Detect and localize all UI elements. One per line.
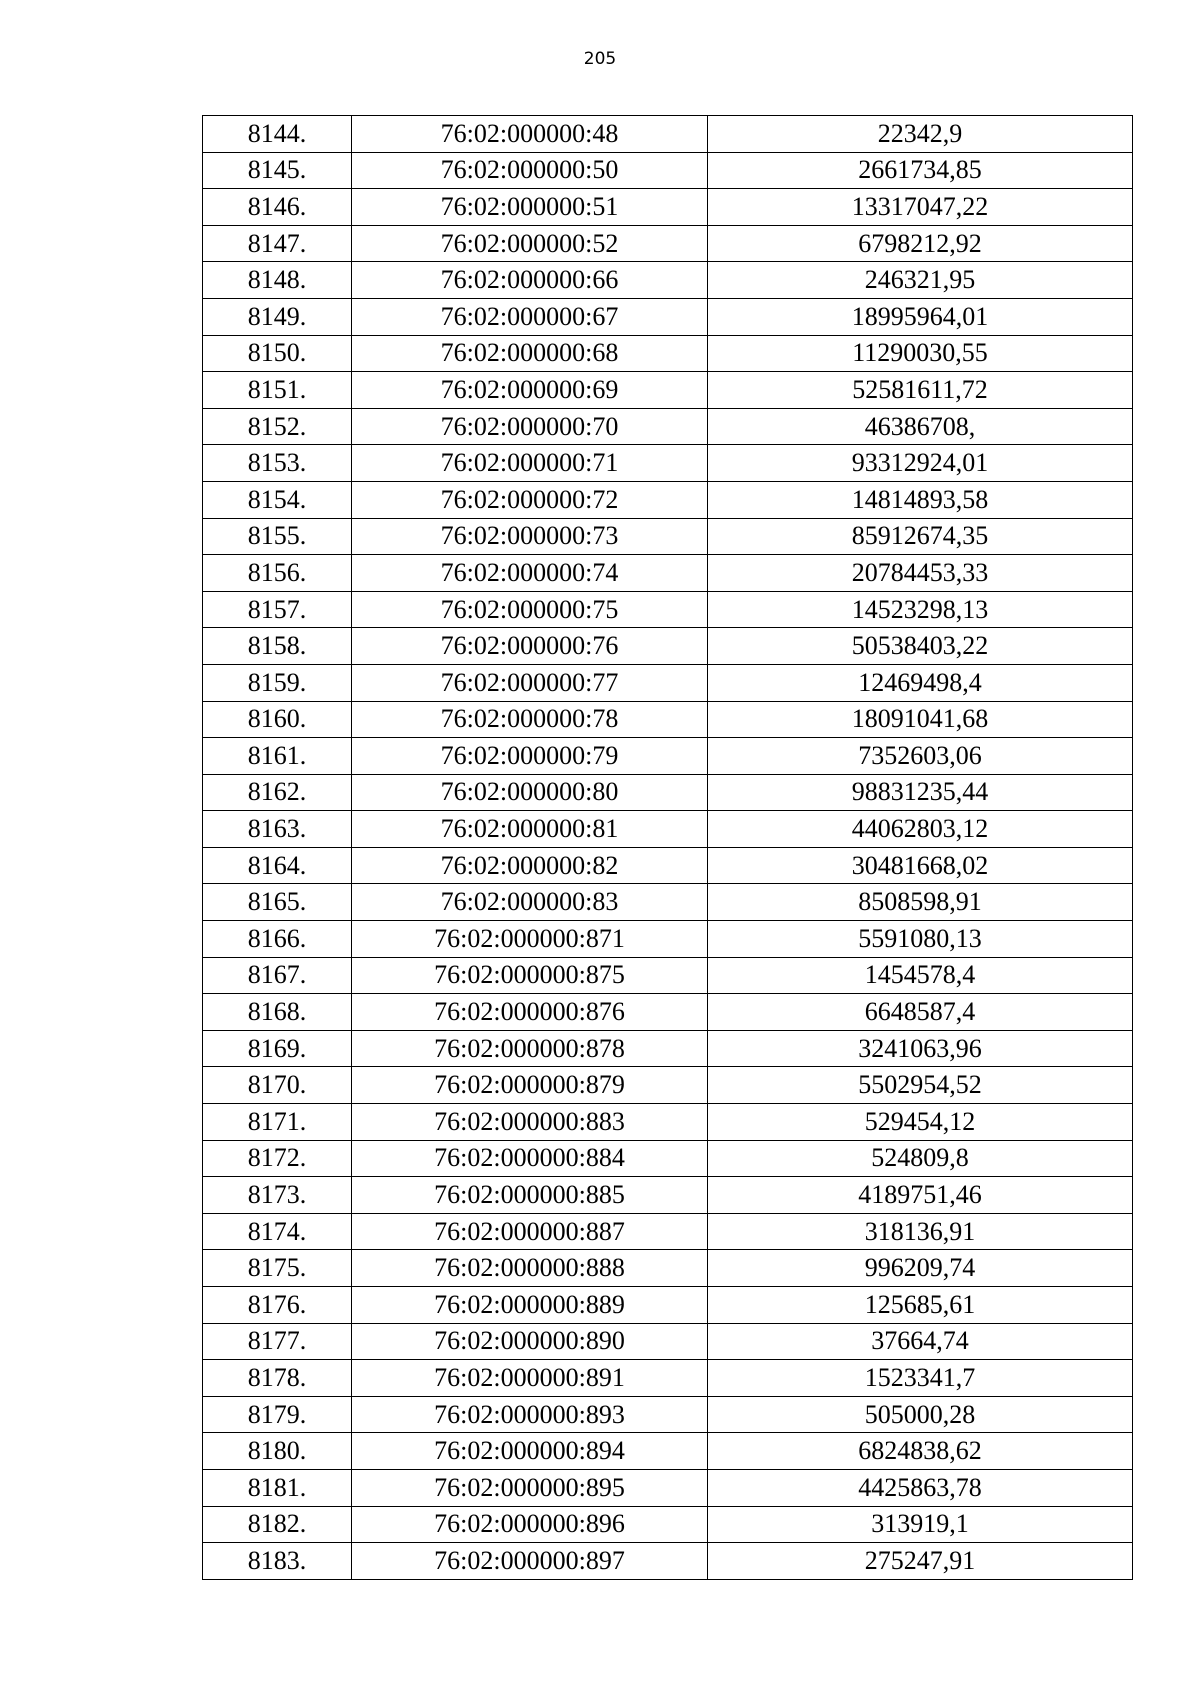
cadastral-value-cell: 18995964,01: [708, 298, 1133, 335]
cadastral-number-cell: 76:02:000000:70: [352, 408, 708, 445]
cadastral-number-cell: 76:02:000000:891: [352, 1360, 708, 1397]
table-row: [203, 1287, 1133, 1324]
cadastral-value-cell: 14523298,13: [708, 591, 1133, 628]
cadastral-value-cell: 313919,1: [708, 1506, 1133, 1543]
cadastral-number-cell: 76:02:000000:883: [352, 1104, 708, 1141]
table-row: [203, 1506, 1133, 1543]
row-number-cell: 8174.: [203, 1213, 352, 1250]
cadastral-number-cell: 76:02:000000:897: [352, 1543, 708, 1580]
cadastral-number-cell: 76:02:000000:878: [352, 1030, 708, 1067]
row-number-cell: 8168.: [203, 994, 352, 1031]
cadastral-number-cell: 76:02:000000:66: [352, 262, 708, 299]
cadastral-number-cell: 76:02:000000:73: [352, 518, 708, 555]
cadastral-value-cell: 1454578,4: [708, 957, 1133, 994]
cadastral-value-cell: 125685,61: [708, 1287, 1133, 1324]
table-row: [203, 738, 1133, 775]
cadastral-value-cell: 11290030,55: [708, 335, 1133, 372]
table-row: [203, 1250, 1133, 1287]
cadastral-number-cell: 76:02:000000:77: [352, 664, 708, 701]
row-number-cell: 8175.: [203, 1250, 352, 1287]
table-row: [203, 1140, 1133, 1177]
table-body: [203, 116, 1133, 1580]
table-row: [203, 225, 1133, 262]
cadastral-value-table: [202, 115, 1133, 1580]
row-number-cell: 8158.: [203, 628, 352, 665]
cadastral-number-cell: 76:02:000000:890: [352, 1323, 708, 1360]
table-row: [203, 298, 1133, 335]
table-row: [203, 1323, 1133, 1360]
cadastral-number-cell: 76:02:000000:76: [352, 628, 708, 665]
cadastral-number-cell: 76:02:000000:888: [352, 1250, 708, 1287]
cadastral-number-cell: 76:02:000000:50: [352, 152, 708, 189]
cadastral-value-cell: 93312924,01: [708, 445, 1133, 482]
table-row: [203, 957, 1133, 994]
table-row: [203, 774, 1133, 811]
cadastral-number-cell: 76:02:000000:74: [352, 555, 708, 592]
cadastral-number-cell: 76:02:000000:68: [352, 335, 708, 372]
table-row: [203, 1213, 1133, 1250]
cadastral-number-cell: 76:02:000000:48: [352, 116, 708, 153]
table-row: [203, 628, 1133, 665]
table-row: [203, 518, 1133, 555]
row-number-cell: 8151.: [203, 372, 352, 409]
cadastral-number-cell: 76:02:000000:884: [352, 1140, 708, 1177]
row-number-cell: 8150.: [203, 335, 352, 372]
row-number-cell: 8144.: [203, 116, 352, 153]
cadastral-value-cell: 529454,12: [708, 1104, 1133, 1141]
table-row: [203, 116, 1133, 153]
cadastral-value-cell: 22342,9: [708, 116, 1133, 153]
table-row: [203, 445, 1133, 482]
cadastral-number-cell: 76:02:000000:72: [352, 481, 708, 518]
cadastral-value-cell: 6824838,62: [708, 1433, 1133, 1470]
cadastral-number-cell: 76:02:000000:876: [352, 994, 708, 1031]
row-number-cell: 8156.: [203, 555, 352, 592]
cadastral-value-cell: 524809,8: [708, 1140, 1133, 1177]
table-row: [203, 994, 1133, 1031]
cadastral-number-cell: 76:02:000000:83: [352, 884, 708, 921]
row-number-cell: 8149.: [203, 298, 352, 335]
row-number-cell: 8182.: [203, 1506, 352, 1543]
row-number-cell: 8167.: [203, 957, 352, 994]
cadastral-value-cell: 44062803,12: [708, 811, 1133, 848]
row-number-cell: 8180.: [203, 1433, 352, 1470]
row-number-cell: 8145.: [203, 152, 352, 189]
page-number: 205: [583, 49, 617, 69]
table-row: [203, 884, 1133, 921]
row-number-cell: 8162.: [203, 774, 352, 811]
row-number-cell: 8178.: [203, 1360, 352, 1397]
table-row: [203, 152, 1133, 189]
cadastral-value-cell: 6798212,92: [708, 225, 1133, 262]
table-row: [203, 408, 1133, 445]
table-row: [203, 1469, 1133, 1506]
cadastral-number-cell: 76:02:000000:80: [352, 774, 708, 811]
table-row: [203, 847, 1133, 884]
cadastral-number-cell: 76:02:000000:896: [352, 1506, 708, 1543]
row-number-cell: 8170.: [203, 1067, 352, 1104]
row-number-cell: 8157.: [203, 591, 352, 628]
cadastral-value-cell: 5502954,52: [708, 1067, 1133, 1104]
table-row: [203, 1543, 1133, 1580]
row-number-cell: 8183.: [203, 1543, 352, 1580]
row-number-cell: 8176.: [203, 1287, 352, 1324]
cadastral-value-cell: 4189751,46: [708, 1177, 1133, 1214]
cadastral-number-cell: 76:02:000000:52: [352, 225, 708, 262]
cadastral-value-cell: 1523341,7: [708, 1360, 1133, 1397]
row-number-cell: 8165.: [203, 884, 352, 921]
row-number-cell: 8160.: [203, 701, 352, 738]
cadastral-value-cell: 13317047,22: [708, 189, 1133, 226]
cadastral-value-cell: 52581611,72: [708, 372, 1133, 409]
cadastral-value-cell: 7352603,06: [708, 738, 1133, 775]
cadastral-number-cell: 76:02:000000:75: [352, 591, 708, 628]
table-row: [203, 262, 1133, 299]
cadastral-number-cell: 76:02:000000:71: [352, 445, 708, 482]
cadastral-value-cell: 12469498,4: [708, 664, 1133, 701]
cadastral-value-cell: 318136,91: [708, 1213, 1133, 1250]
table-row: [203, 1030, 1133, 1067]
cadastral-number-cell: 76:02:000000:895: [352, 1469, 708, 1506]
table-row: [203, 811, 1133, 848]
cadastral-value-cell: 98831235,44: [708, 774, 1133, 811]
row-number-cell: 8148.: [203, 262, 352, 299]
row-number-cell: 8147.: [203, 225, 352, 262]
table-row: [203, 1433, 1133, 1470]
cadastral-value-cell: 5591080,13: [708, 921, 1133, 958]
cadastral-number-cell: 76:02:000000:81: [352, 811, 708, 848]
table-row: [203, 1360, 1133, 1397]
cadastral-number-cell: 76:02:000000:67: [352, 298, 708, 335]
cadastral-value-cell: 14814893,58: [708, 481, 1133, 518]
cadastral-number-cell: 76:02:000000:69: [352, 372, 708, 409]
cadastral-number-cell: 76:02:000000:879: [352, 1067, 708, 1104]
row-number-cell: 8155.: [203, 518, 352, 555]
cadastral-number-cell: 76:02:000000:79: [352, 738, 708, 775]
row-number-cell: 8166.: [203, 921, 352, 958]
cadastral-number-cell: 76:02:000000:871: [352, 921, 708, 958]
cadastral-value-cell: 275247,91: [708, 1543, 1133, 1580]
row-number-cell: 8164.: [203, 847, 352, 884]
cadastral-value-cell: 85912674,35: [708, 518, 1133, 555]
row-number-cell: 8161.: [203, 738, 352, 775]
cadastral-value-cell: 6648587,4: [708, 994, 1133, 1031]
table-row: [203, 372, 1133, 409]
table-row: [203, 664, 1133, 701]
cadastral-value-cell: 30481668,02: [708, 847, 1133, 884]
row-number-cell: 8181.: [203, 1469, 352, 1506]
cadastral-number-cell: 76:02:000000:894: [352, 1433, 708, 1470]
row-number-cell: 8153.: [203, 445, 352, 482]
row-number-cell: 8172.: [203, 1140, 352, 1177]
cadastral-number-cell: 76:02:000000:78: [352, 701, 708, 738]
row-number-cell: 8169.: [203, 1030, 352, 1067]
cadastral-number-cell: 76:02:000000:889: [352, 1287, 708, 1324]
row-number-cell: 8154.: [203, 481, 352, 518]
cadastral-number-cell: 76:02:000000:51: [352, 189, 708, 226]
cadastral-number-cell: 76:02:000000:887: [352, 1213, 708, 1250]
row-number-cell: 8152.: [203, 408, 352, 445]
table-row: [203, 921, 1133, 958]
cadastral-value-cell: 3241063,96: [708, 1030, 1133, 1067]
cadastral-value-cell: 246321,95: [708, 262, 1133, 299]
table-row: [203, 481, 1133, 518]
row-number-cell: 8159.: [203, 664, 352, 701]
table-row: [203, 1067, 1133, 1104]
table-row: [203, 189, 1133, 226]
table-row: [203, 1104, 1133, 1141]
table-row: [203, 335, 1133, 372]
row-number-cell: 8163.: [203, 811, 352, 848]
row-number-cell: 8179.: [203, 1396, 352, 1433]
cadastral-value-cell: 20784453,33: [708, 555, 1133, 592]
cadastral-number-cell: 76:02:000000:885: [352, 1177, 708, 1214]
table-row: [203, 701, 1133, 738]
row-number-cell: 8177.: [203, 1323, 352, 1360]
cadastral-number-cell: 76:02:000000:82: [352, 847, 708, 884]
table-row: [203, 591, 1133, 628]
cadastral-value-cell: 505000,28: [708, 1396, 1133, 1433]
cadastral-value-cell: 46386708,: [708, 408, 1133, 445]
cadastral-value-cell: 8508598,91: [708, 884, 1133, 921]
cadastral-value-cell: 37664,74: [708, 1323, 1133, 1360]
cadastral-value-cell: 2661734,85: [708, 152, 1133, 189]
table-row: [203, 1177, 1133, 1214]
table-row: [203, 555, 1133, 592]
row-number-cell: 8146.: [203, 189, 352, 226]
cadastral-value-cell: 4425863,78: [708, 1469, 1133, 1506]
cadastral-value-cell: 50538403,22: [708, 628, 1133, 665]
row-number-cell: 8171.: [203, 1104, 352, 1141]
cadastral-number-cell: 76:02:000000:893: [352, 1396, 708, 1433]
cadastral-number-cell: 76:02:000000:875: [352, 957, 708, 994]
cadastral-value-cell: 18091041,68: [708, 701, 1133, 738]
table-row: [203, 1396, 1133, 1433]
cadastral-value-cell: 996209,74: [708, 1250, 1133, 1287]
row-number-cell: 8173.: [203, 1177, 352, 1214]
